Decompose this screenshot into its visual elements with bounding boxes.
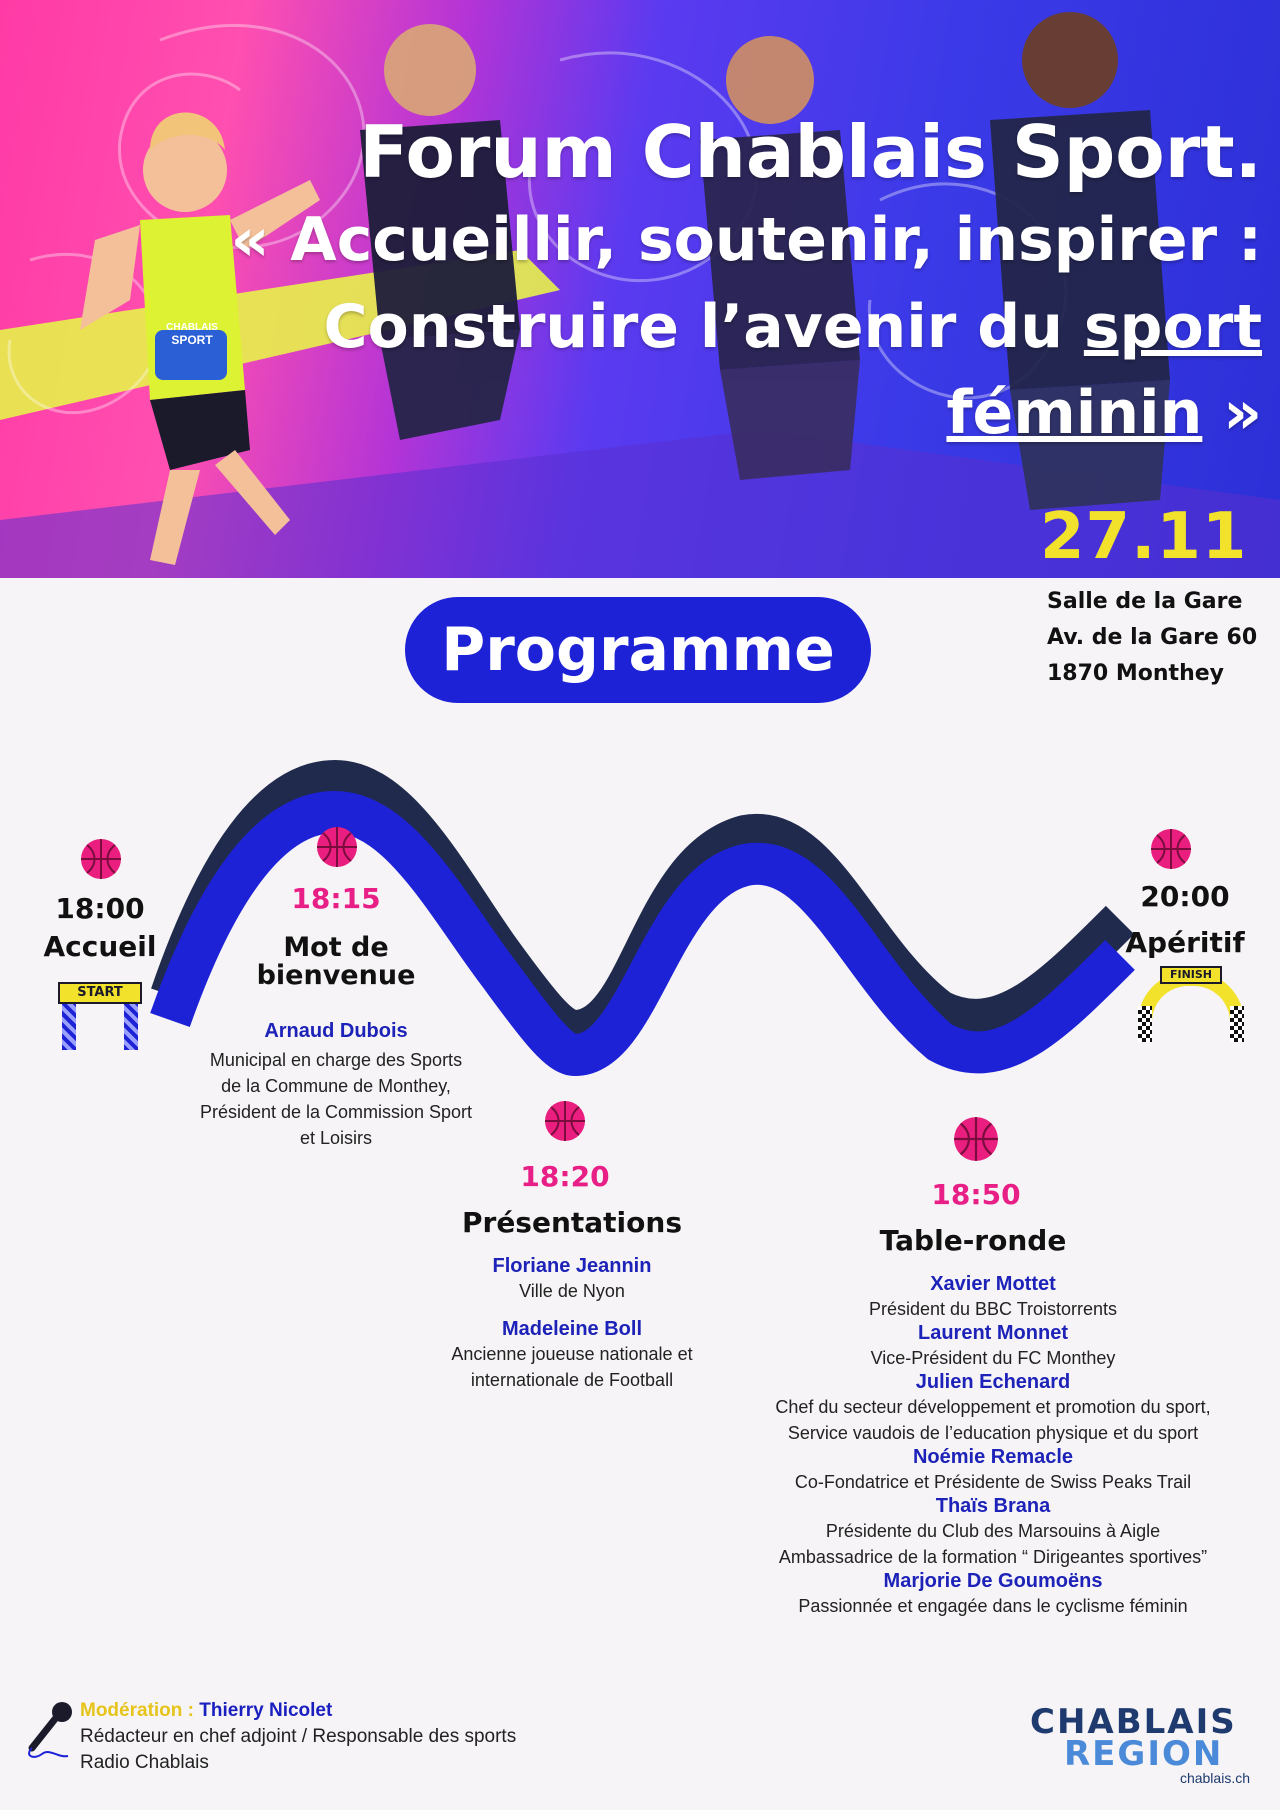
speaker-name: Thaïs Brana <box>935 1495 1051 1517</box>
speaker-name: Laurent Monnet <box>918 1322 1068 1344</box>
basketball-icon <box>80 838 122 880</box>
start-arch-icon <box>58 982 142 1050</box>
event-subtitle-line2 <box>323 292 1262 362</box>
step-title: Apéritif <box>1125 926 1245 959</box>
event-date: 27.11 <box>1040 500 1248 574</box>
event-title: Forum Chablais Sport. <box>359 110 1262 194</box>
speaker-role: internationale de Football <box>470 1370 674 1390</box>
role-line: de la Commune de Monthey, <box>221 1076 451 1096</box>
step-title-line1: Mot de <box>283 932 389 963</box>
shirt-text-1: CHABLAIS <box>166 322 218 333</box>
logo-url: chablais.ch <box>1179 1770 1250 1786</box>
subtitle-closing-quote: » <box>1202 378 1262 448</box>
speaker-role: Co-Fondatrice et Présidente de Swiss Peaks Trail <box>794 1472 1192 1492</box>
venue-address: Av. de la Gare 60 <box>1047 625 1258 650</box>
speaker-role: Ambassadrice de la formation “ Dirigeantes sportives” <box>778 1547 1208 1567</box>
speaker-role: Président du BBC Troistorrents <box>868 1299 1118 1319</box>
chablais-region-logo <box>1030 1702 1270 1786</box>
speaker-name: Marjorie De Goumoëns <box>883 1570 1103 1592</box>
role-line: Président de la Commission Sport <box>199 1102 473 1122</box>
step-accueil <box>40 890 160 966</box>
speaker-block <box>166 1020 506 1151</box>
moderation-block <box>80 1698 516 1776</box>
basketball-icon <box>316 826 358 868</box>
step-title: Présentations <box>461 1206 682 1239</box>
hero-banner <box>0 0 1280 578</box>
speaker-name: Julien Echenard <box>915 1371 1071 1393</box>
speaker-role: Chef du secteur développement et promotion du sport, <box>775 1397 1211 1417</box>
moderator-name: Thierry Nicolet <box>199 1700 333 1721</box>
speaker-role: Ville de Nyon <box>519 1281 625 1301</box>
basketball-icon <box>1150 828 1192 870</box>
venue-block <box>1047 584 1257 692</box>
moderator-role: Rédacteur en chef adjoint / Responsable des sports <box>80 1726 517 1747</box>
speaker-role: Vice-Président du FC Monthey <box>870 1348 1116 1368</box>
venue-name: Salle de la Gare <box>1047 589 1243 614</box>
logo-line2: REGION <box>1064 1734 1224 1774</box>
step-title-line2: bienvenue <box>256 960 416 991</box>
role-line: et Loisirs <box>299 1128 373 1148</box>
start-sign: START <box>58 982 142 1004</box>
programme-heading: Programme <box>405 597 871 703</box>
finish-arch-icon <box>1138 966 1244 1042</box>
step-aperitif <box>1120 874 1250 966</box>
role-line: Municipal en charge des Sports <box>209 1050 463 1070</box>
hero-illustration <box>0 0 1280 578</box>
step-welcome-title <box>236 934 436 990</box>
step-time: 18:20 <box>520 1160 610 1193</box>
step-title: Accueil <box>43 930 157 963</box>
speaker-role: Ancienne joueuse nationale et <box>451 1344 693 1364</box>
basketball-icon <box>544 1100 586 1142</box>
basketball-icon <box>953 1116 999 1162</box>
speaker-list <box>723 1273 1263 1619</box>
speaker-name: Floriane Jeannin <box>492 1255 652 1277</box>
speaker-role: Service vaudois de l’education physique et du sport <box>787 1423 1199 1443</box>
step-time: 18:15 <box>291 882 381 915</box>
step-time: 18:00 <box>55 892 145 925</box>
moderator-org: Radio Chablais <box>80 1752 209 1773</box>
speaker-name: Noémie Remacle <box>912 1446 1074 1468</box>
step-title: Table-ronde <box>879 1224 1067 1257</box>
microphone-icon <box>22 1700 74 1760</box>
moderation-label: Modération : <box>80 1700 194 1721</box>
speaker-list <box>412 1255 732 1393</box>
event-subtitle-line3 <box>946 378 1262 448</box>
subtitle-sport-word: sport <box>1083 292 1262 362</box>
speaker-role <box>166 1047 506 1151</box>
speaker-name: Arnaud Dubois <box>264 1020 408 1042</box>
venue-city: 1870 Monthey <box>1047 661 1224 686</box>
speaker-name: Xavier Mottet <box>930 1273 1056 1295</box>
speaker-role: Présidente du Club des Marsouins à Aigle <box>825 1521 1161 1541</box>
speaker-role: Passionnée et engagée dans le cyclisme féminin <box>798 1596 1188 1616</box>
event-subtitle-line1: « Accueillir, soutenir, inspirer : <box>230 205 1262 275</box>
finish-sign: FINISH <box>1160 966 1222 984</box>
subtitle-feminin-word: féminin <box>946 378 1203 448</box>
shirt-text-2: SPORT <box>171 333 213 347</box>
step-time: 20:00 <box>1140 880 1230 913</box>
speaker-name: Madeleine Boll <box>501 1318 643 1340</box>
subtitle-line2-text: Construire l’avenir du <box>323 292 1084 362</box>
step-time: 18:50 <box>931 1178 1021 1211</box>
logo-line1: CHABLAIS <box>1030 1702 1237 1742</box>
